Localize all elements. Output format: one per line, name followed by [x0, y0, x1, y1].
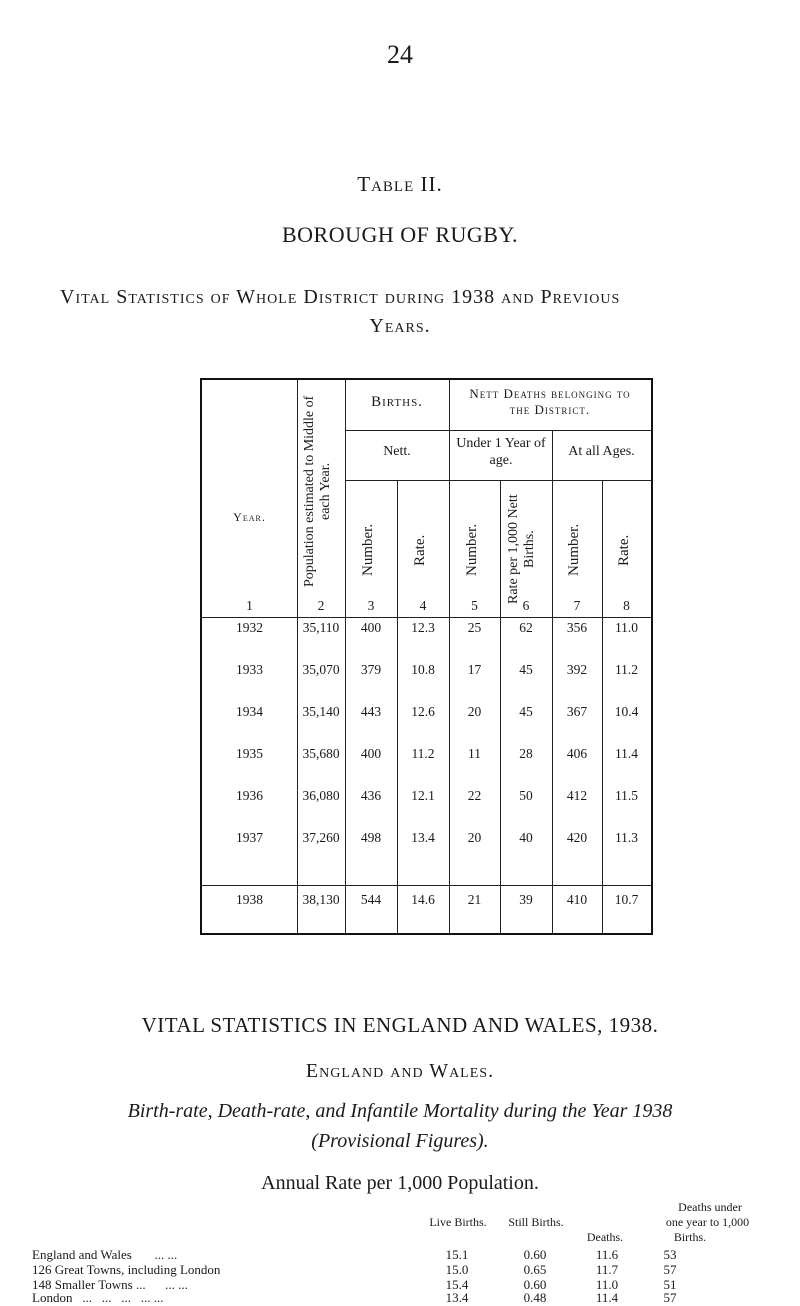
- table-cell: 1933: [236, 662, 263, 677]
- table-cell: 50: [519, 788, 533, 803]
- table-cell: 13.4: [411, 830, 435, 845]
- table-cell: 406: [566, 746, 588, 761]
- population-header: Population estimated to Middle of each Year.: [302, 395, 334, 587]
- table-cell: 1934: [236, 704, 263, 719]
- ew-value-still: 0.60: [523, 1247, 547, 1262]
- table-cell: 28: [519, 746, 533, 761]
- table-cell: 436: [360, 788, 382, 803]
- table-cell: 12.3: [411, 620, 435, 635]
- ew-caption: Birth-rate, Death-rate, and Infantile Mortality during the Year 1938: [127, 1100, 673, 1122]
- ew-value-infant: 57: [663, 1290, 677, 1305]
- ew-value-still: 0.48: [523, 1290, 547, 1305]
- infant-rate-header: Rate per 1,000 Nett Births.: [506, 494, 538, 604]
- table-cell: 1936: [236, 788, 263, 803]
- table-cell: 1937: [236, 830, 263, 845]
- all-ages-number-header: Number.: [566, 523, 582, 577]
- ew-row-label: 126 Great Towns, including London: [32, 1262, 221, 1277]
- ew-value-infant: 51: [663, 1277, 677, 1292]
- table-cell: 62: [519, 620, 533, 635]
- nett-header: Nett.: [383, 444, 411, 459]
- births-rate-header: Rate.: [412, 534, 428, 566]
- vital-statistics-table: [200, 378, 653, 935]
- ew-row-label: London ... ... ... ... ...: [32, 1290, 164, 1305]
- table-cell: 40: [519, 830, 533, 845]
- col-number-6: 6: [522, 598, 530, 613]
- table-cell: 21: [467, 892, 482, 907]
- col-number-2: 2: [317, 598, 325, 613]
- col-number-1: 1: [246, 598, 253, 613]
- table-label: Table II.: [357, 172, 443, 196]
- table-cell: 498: [360, 830, 382, 845]
- ew-value-live: 15.0: [445, 1262, 469, 1277]
- all-ages-rate-header: Rate.: [616, 534, 632, 566]
- vital-statistics-heading-cont: Years.: [369, 315, 431, 337]
- col-number-5: 5: [471, 598, 478, 613]
- ew-value-still: 0.65: [523, 1262, 547, 1277]
- table-cell: 11.2: [411, 746, 435, 761]
- table-cell: 10.8: [411, 662, 435, 677]
- table-cell: 45: [519, 704, 533, 719]
- table-cell: 400: [360, 620, 382, 635]
- table-cell: 37,260: [302, 830, 340, 845]
- table-cell: 11.3: [614, 830, 639, 845]
- table-cell: 11.2: [614, 662, 639, 677]
- nett-deaths-header: Nett Deaths belonging to the District.: [469, 386, 631, 418]
- vital-statistics-heading: Vital Statistics of Whole District during 1938 and Previous: [60, 286, 621, 308]
- table-cell: 38,130: [302, 892, 340, 907]
- table-cell: 12.1: [411, 788, 435, 803]
- page-number: 24: [387, 40, 413, 69]
- ew-value-deaths: 11.6: [595, 1247, 619, 1262]
- ew-value-deaths: 11.4: [595, 1290, 619, 1305]
- ew-title: VITAL STATISTICS IN ENGLAND AND WALES, 1938.: [141, 1013, 659, 1037]
- table-cell: 11.5: [614, 788, 639, 803]
- table-cell: 11.0: [614, 620, 639, 635]
- ew-value-still: 0.60: [523, 1277, 547, 1292]
- table-cell: 14.6: [411, 892, 435, 907]
- table-cell: 35,110: [302, 620, 340, 635]
- table-cell: 392: [566, 662, 588, 677]
- table-cell: 1935: [236, 746, 263, 761]
- table-cell: 25: [467, 620, 482, 635]
- table-cell: 12.6: [411, 704, 435, 719]
- table-cell: 39: [519, 892, 533, 907]
- ew-col-infant-mid: one year to 1,000: [665, 1215, 750, 1229]
- table-cell: 10.7: [614, 892, 639, 907]
- ew-value-deaths: 11.7: [595, 1262, 619, 1277]
- ew-value-live: 13.4: [445, 1290, 469, 1305]
- table-cell: 35,680: [302, 746, 340, 761]
- ew-value-live: 15.4: [445, 1277, 469, 1292]
- infant-number-header: Number.: [464, 523, 480, 577]
- table-cell: 35,070: [302, 662, 340, 677]
- table-cell: 356: [566, 620, 588, 635]
- ew-col-infant-bottom: Births.: [673, 1230, 707, 1244]
- table-cell: 36,080: [302, 788, 340, 803]
- ew-subtitle: England and Wales.: [305, 1060, 495, 1082]
- ew-row-label: 148 Smaller Towns ... ... ...: [32, 1277, 188, 1292]
- ew-value-live: 15.1: [445, 1247, 469, 1262]
- table-cell: 410: [566, 892, 588, 907]
- ew-value-infant: 57: [663, 1262, 677, 1277]
- ew-col-live-births: Live Births.: [429, 1215, 487, 1229]
- table-cell: 22: [467, 788, 482, 803]
- table-cell: 35,140: [302, 704, 340, 719]
- ew-col-infant-top: Deaths under: [678, 1200, 742, 1214]
- table-cell: 17: [467, 662, 482, 677]
- table-cell: 11.4: [614, 746, 639, 761]
- ew-value-deaths: 11.0: [595, 1277, 619, 1292]
- table-cell: 10.4: [614, 704, 639, 719]
- table-cell: 544: [360, 892, 382, 907]
- births-header: Births.: [371, 394, 423, 410]
- ew-row-label: England and Wales ... ...: [32, 1247, 178, 1262]
- table-cell: 1932: [236, 620, 263, 635]
- ew-col-deaths: Deaths.: [586, 1230, 624, 1244]
- col-number-8: 8: [623, 598, 630, 613]
- table-cell: 11: [468, 746, 481, 761]
- ew-value-infant: 53: [663, 1247, 677, 1262]
- table-cell: 20: [467, 830, 482, 845]
- table-cell: 379: [360, 662, 382, 677]
- borough-title: BOROUGH OF RUGBY.: [281, 222, 519, 247]
- table-cell: 443: [360, 704, 382, 719]
- col-number-3: 3: [367, 598, 375, 613]
- table-cell: 1938: [236, 892, 263, 907]
- table-cell: 20: [467, 704, 482, 719]
- births-number-header: Number.: [360, 523, 376, 577]
- ew-col-still-births: Still Births.: [508, 1215, 564, 1229]
- table-cell: 45: [519, 662, 533, 677]
- col-number-4: 4: [419, 598, 427, 613]
- table-cell: 412: [566, 788, 588, 803]
- ew-caption-cont: (Provisional Figures).: [311, 1130, 489, 1152]
- table-cell: 400: [360, 746, 382, 761]
- table-cell: 367: [566, 704, 588, 719]
- table-cell: 420: [566, 830, 588, 845]
- all-ages-header: At all Ages.: [568, 444, 635, 459]
- annual-rate-heading: Annual Rate per 1,000 Population.: [261, 1172, 539, 1194]
- under-one-year-header: Under 1 Year of age.: [456, 436, 546, 468]
- col-number-7: 7: [573, 598, 581, 613]
- year-header: Year.: [233, 510, 266, 524]
